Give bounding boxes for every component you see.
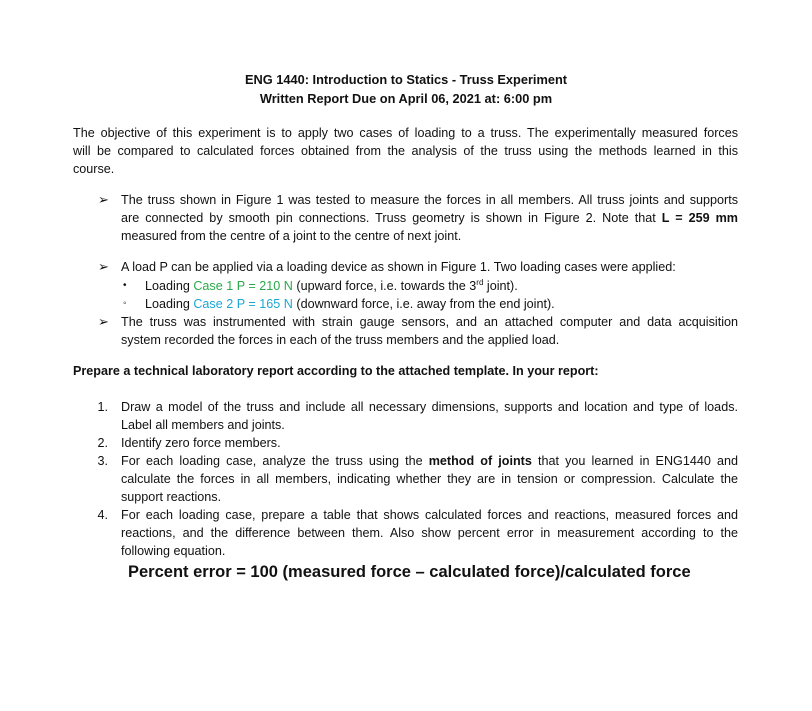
- bullet-3-line-2: system recorded the forces in each of the truss members and the applied load.: [121, 333, 560, 347]
- step-1-line-2: Label all members and joints.: [121, 418, 285, 432]
- prepare-heading: Prepare a technical laboratory report according to the attached template. In your report:: [73, 364, 599, 378]
- step-3-text-b: that you learned in ENG1440 and: [538, 454, 738, 468]
- sub-bullet-hollow-icon: ◦: [123, 298, 127, 309]
- objective-line-2: will be compared to calculated forces obtained from the analysis of the truss using the methods learned in this: [73, 144, 738, 158]
- step-4-number: 4.: [97, 508, 108, 522]
- bullet-2-line-1: A load P can be applied via a loading device as shown in Figure 1. Two loading cases were applied:: [121, 260, 676, 274]
- step-4-line-3: following equation.: [121, 544, 226, 558]
- case-2-value: Case 2 P = 165 N: [193, 297, 293, 311]
- case-2-prefix: Loading: [145, 297, 194, 311]
- loading-case-1: [145, 277, 518, 295]
- bullet-1-line-3: measured from the centre of a joint to the centre of next joint.: [121, 229, 462, 243]
- step-4-line-2: reactions, and the difference between them. Also show percent error in measurement according to the: [121, 526, 738, 540]
- title-line-1: ENG 1440: Introduction to Statics - Truss Experiment: [244, 72, 568, 87]
- arrow-bullet-icon: ➢: [98, 259, 109, 274]
- step-3-line-3: support reactions.: [121, 490, 222, 504]
- step-1-number: 1.: [97, 400, 108, 414]
- case-1-superscript: rd: [476, 277, 484, 287]
- step-2-number: 2.: [97, 436, 108, 450]
- case-1-desc-b: joint).: [483, 279, 518, 293]
- arrow-bullet-icon: ➢: [98, 314, 109, 329]
- sub-bullet-filled-icon: •: [123, 280, 127, 291]
- title-line-2: Written Report Due on April 06, 2021 at: 6:00 pm: [259, 91, 553, 106]
- method-of-joints: method of joints: [428, 454, 532, 468]
- objective-line-3: course.: [73, 162, 115, 176]
- length-value: L = 259 mm: [661, 211, 738, 225]
- case-1-value: Case 1 P = 210 N: [193, 279, 293, 293]
- bullet-1-line-1: The truss shown in Figure 1 was tested to measure the forces in all members. All truss joints and supports: [121, 193, 738, 207]
- step-2-line-1: Identify zero force members.: [121, 436, 281, 450]
- bullet-1-line-2: [121, 209, 738, 227]
- step-3-number: 3.: [97, 454, 108, 468]
- case-1-prefix: Loading: [145, 279, 194, 293]
- case-1-desc-a: (upward force, i.e. towards the 3: [292, 279, 477, 293]
- arrow-bullet-icon: ➢: [98, 192, 109, 207]
- step-4-line-1: For each loading case, prepare a table that shows calculated forces and reactions, measured forces and: [121, 508, 738, 522]
- percent-error-equation: Percent error = 100 (measured force – calculated force)/calculated force: [128, 563, 691, 581]
- objective-line-1: The objective of this experiment is to apply two cases of loading to a truss. The experimentally measured forces: [73, 126, 738, 140]
- loading-case-2: [145, 295, 555, 313]
- step-1-line-1: Draw a model of the truss and include all necessary dimensions, supports and location and type of loads.: [121, 400, 738, 414]
- case-2-desc: (downward force, i.e. away from the end joint).: [292, 297, 555, 311]
- bullet-3-line-1: The truss was instrumented with strain gauge sensors, and an attached computer and data acquisition: [121, 315, 738, 329]
- step-3-line-2: calculate the forces in all members, indicating whether they are in tension or compression. Calculate the: [121, 472, 738, 486]
- step-3-text-a: For each loading case, analyze the truss using the: [121, 454, 423, 468]
- bullet-1-line-2-text: are connected by smooth pin connections. Truss geometry is shown in Figure 2. Note that: [121, 211, 656, 225]
- step-3-line-1: [121, 452, 738, 470]
